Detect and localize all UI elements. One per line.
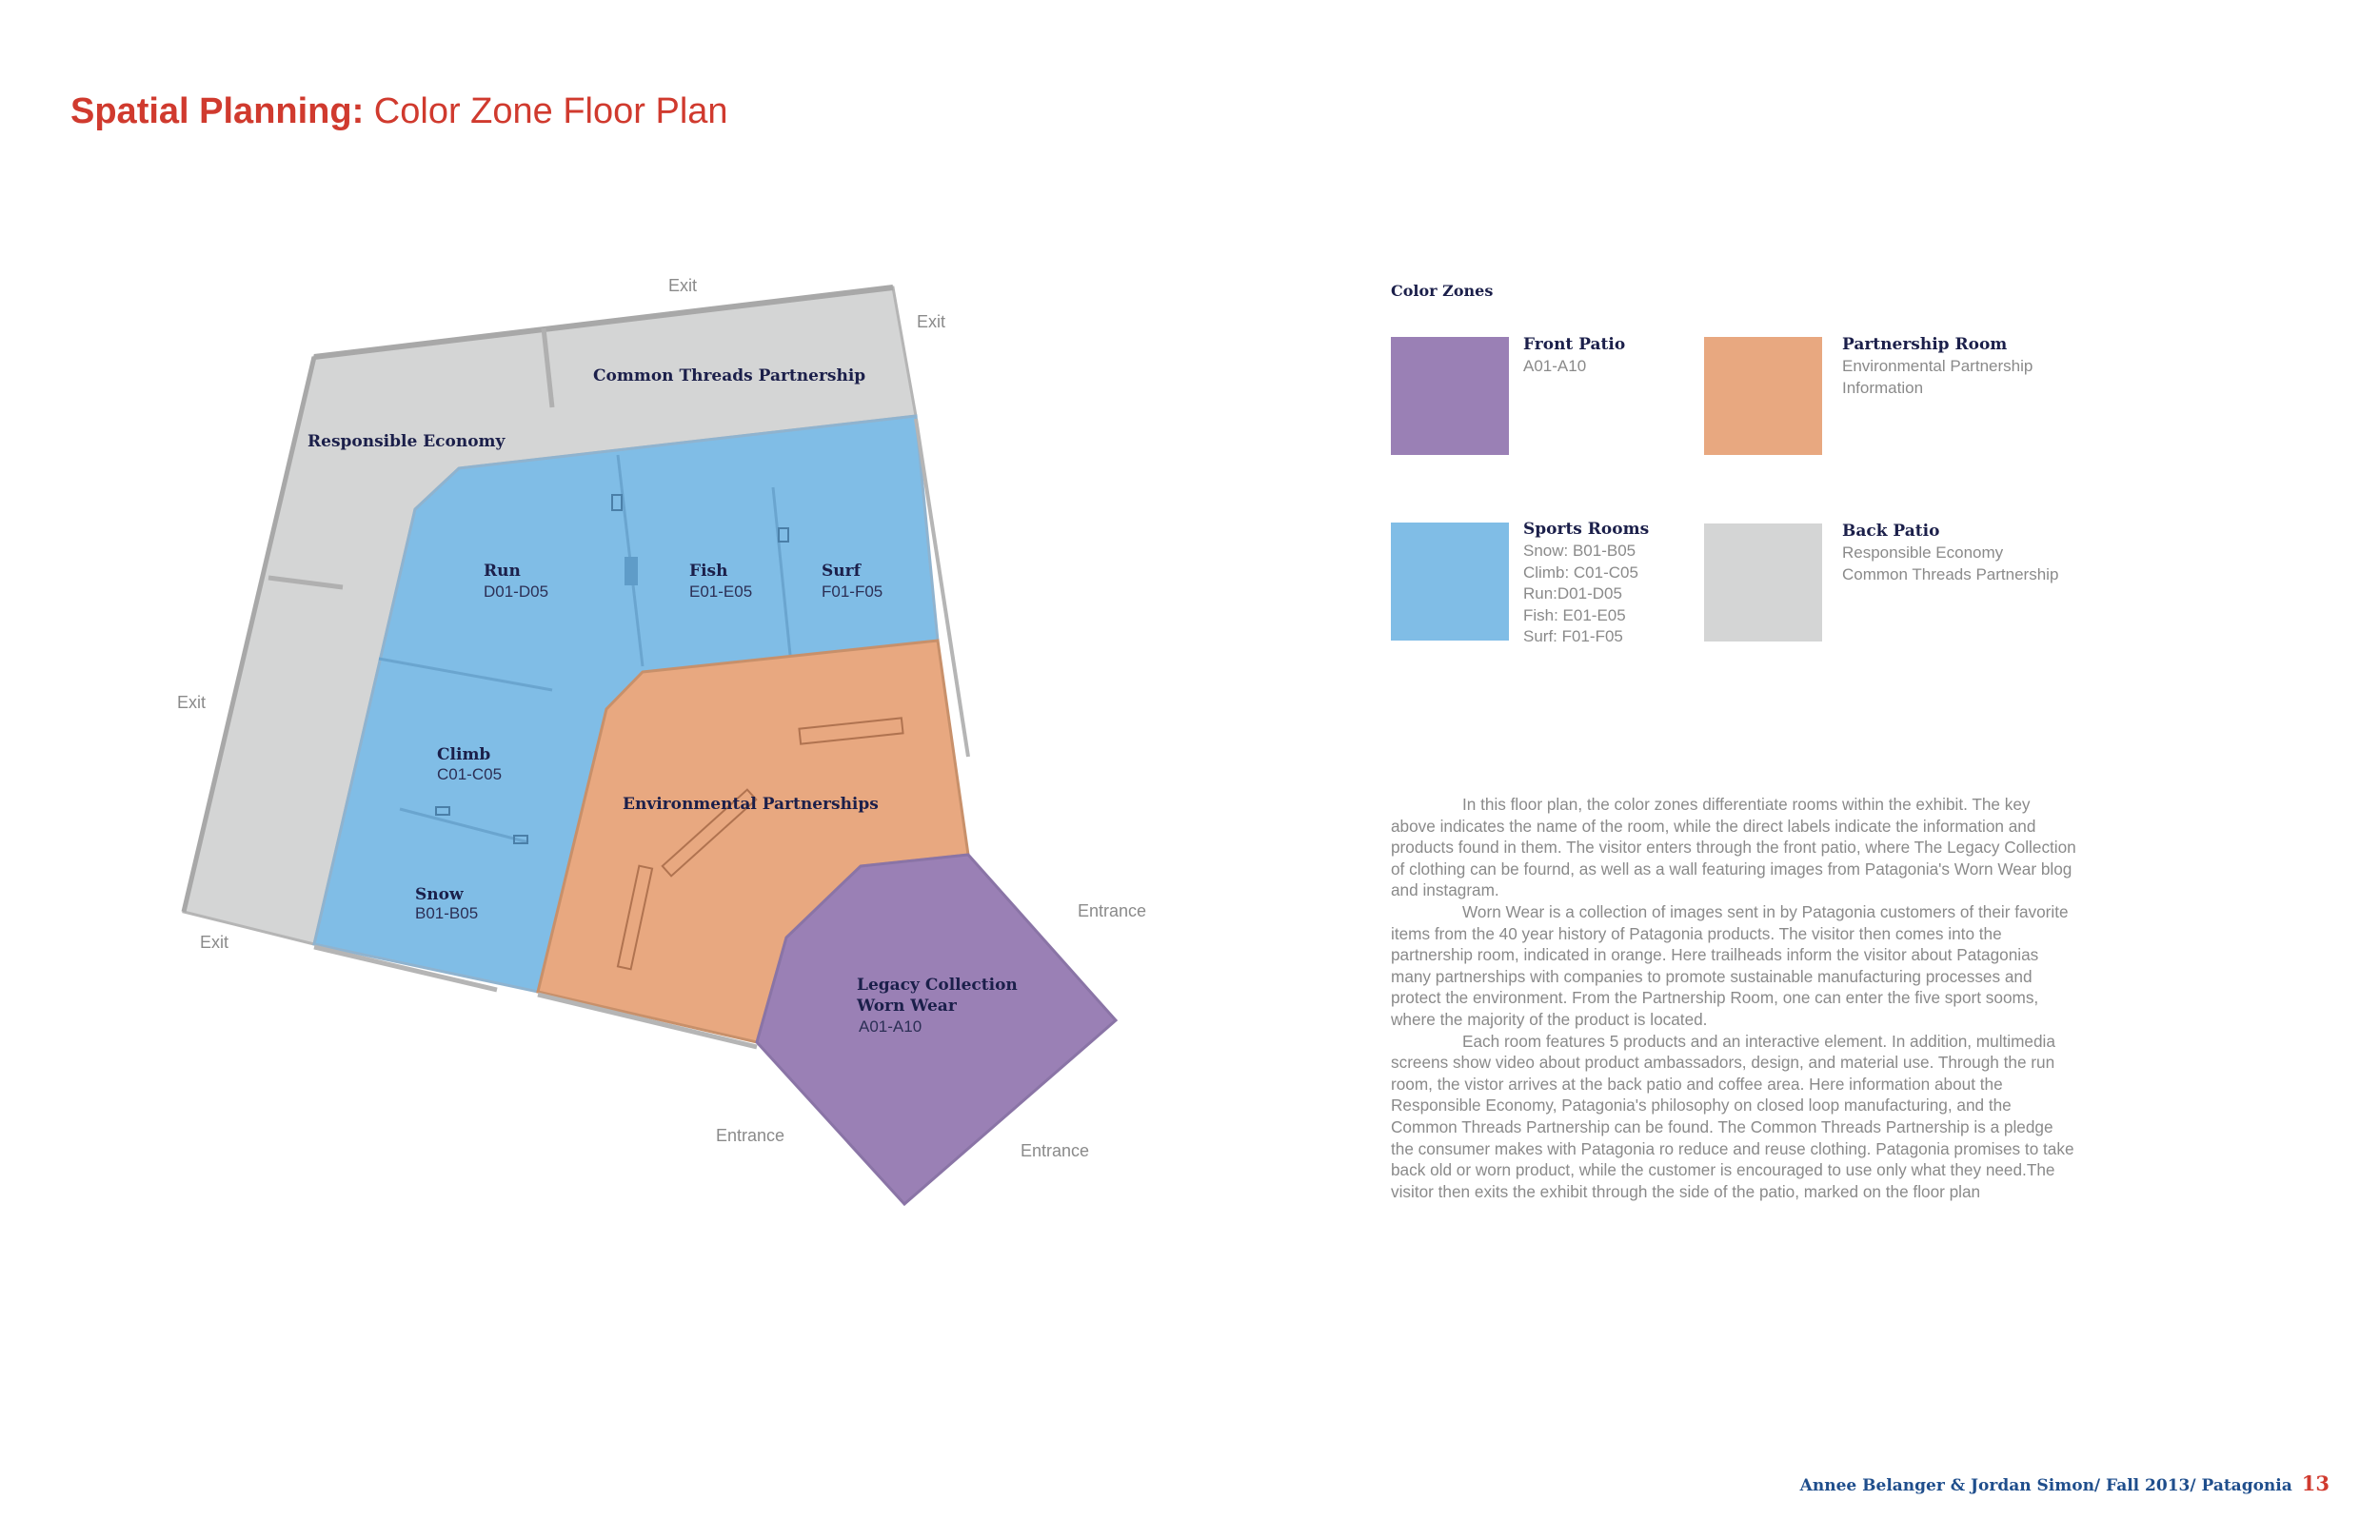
footer-credit: Annee Belanger & Jordan Simon/ Fall 2013/ Patagonia bbox=[1799, 1476, 2292, 1495]
legend-partnership-room-title: Partnership Room bbox=[1842, 335, 2008, 354]
legend-front-patio-title: Front Patio bbox=[1523, 335, 1626, 354]
label-fish: Fish bbox=[689, 562, 728, 581]
legend-heading: Color Zones bbox=[1391, 282, 1494, 300]
label-surf: Surf bbox=[822, 562, 861, 581]
label-snow: Snow bbox=[415, 885, 464, 904]
legend-line: Snow: B01-B05 bbox=[1523, 542, 1636, 560]
swatch-partnership-room bbox=[1704, 337, 1822, 455]
floor-plan bbox=[0, 0, 1190, 1237]
body-paragraph-1: In this floor plan, the color zones differentiate rooms within the exhibit. The key above indicates the name of the room, while the direct labels indicate the information and products found in them. The visitor enters through the front patio, where The Legacy Collection of clothing can be fournd, as well as a wall featuring images from Patagonia's Worn Wear blog and instagram. bbox=[1391, 795, 2076, 900]
body-paragraph-3: Each room features 5 products and an interactive element. In addition, multimedia screens show video about product ambassadors, design, and material use. Through the run room, the vistor arrives at the back patio and coffee area. Here information about the Responsible Economy, Patagonia's philosophy on closed loop manufacturing, and the Common Threads Partnership can be found. The Common Threads Partnership is a pledge the consumer makes with Patagonia ro reduce and reuse clothing. Patagonia promises to take back old or worn product, while the customer is encouraged to use only what they need.The visitor then exits the exhibit through the side of the patio, marked on the floor plan bbox=[1391, 1031, 2074, 1201]
legend-line: A01-A10 bbox=[1523, 357, 1587, 375]
exit-label-top-right: Exit bbox=[917, 312, 946, 331]
code-fish: E01-E05 bbox=[689, 582, 753, 601]
code-climb: C01-C05 bbox=[437, 765, 503, 783]
code-snow: B01-B05 bbox=[415, 904, 479, 922]
label-legacy-line2: Worn Wear bbox=[857, 997, 957, 1016]
page-number: 13 bbox=[2301, 1471, 2330, 1495]
entrance-label-bottom-right: Entrance bbox=[1021, 1141, 1090, 1160]
swatch-sports-rooms bbox=[1391, 523, 1509, 641]
legend-line: Fish: E01-E05 bbox=[1523, 605, 1626, 624]
code-run: D01-D05 bbox=[484, 582, 549, 601]
legend-front-patio-text bbox=[1523, 356, 1586, 378]
label-responsible-economy: Responsible Economy bbox=[307, 432, 506, 451]
exit-label-left: Exit bbox=[177, 693, 207, 712]
body-paragraph-2: Worn Wear is a collection of images sent in by Patagonia customers of their favorite items from the 40 year history of Patagonia products. The visitor then comes into the partnership room, indicated in orange. Here trailheads inform the visitor about Patagonias many partnerships with companies to promote sustainable manufacturing processes and protect the environment. From the Partnership Room, one can enter the five sport sooms, where the majority of the product is located. bbox=[1391, 901, 2069, 1029]
label-run: Run bbox=[484, 562, 521, 581]
entrance-label-bottom-mid: Entrance bbox=[716, 1126, 785, 1145]
legend-partnership-room-text bbox=[1842, 356, 2033, 399]
code-legacy: A01-A10 bbox=[859, 1017, 922, 1036]
body-text bbox=[1391, 794, 2076, 1202]
legend-sports-rooms-text bbox=[1523, 541, 1638, 648]
display-fixture bbox=[625, 557, 638, 585]
legend-line: Environmental Partnership bbox=[1842, 357, 2033, 375]
legend-line: Surf: F01-F05 bbox=[1523, 627, 1623, 645]
swatch-back-patio bbox=[1704, 523, 1822, 642]
entrance-label-right: Entrance bbox=[1078, 901, 1147, 920]
legend-back-patio-title: Back Patio bbox=[1842, 522, 1940, 541]
label-legacy-line1: Legacy Collection bbox=[857, 976, 1018, 995]
label-environmental: Environmental Partnerships bbox=[623, 795, 879, 814]
page-title-bold: Spatial Planning: bbox=[70, 91, 365, 131]
legend-back-patio-text bbox=[1842, 543, 2058, 585]
exit-label-top: Exit bbox=[668, 276, 698, 295]
legend-line: Run:D01-D05 bbox=[1523, 584, 1622, 602]
footer bbox=[1800, 1471, 2330, 1495]
legend-line: Common Threads Partnership bbox=[1842, 564, 2059, 583]
label-climb: Climb bbox=[437, 745, 491, 764]
label-common-threads: Common Threads Partnership bbox=[593, 366, 866, 385]
legend-line: Information bbox=[1842, 378, 1924, 397]
legend-line: Responsible Economy bbox=[1842, 543, 2004, 562]
code-surf: F01-F05 bbox=[822, 582, 883, 601]
legend-line: Climb: C01-C05 bbox=[1523, 563, 1638, 582]
page-title-rest: Color Zone Floor Plan bbox=[364, 91, 728, 131]
exit-label-bottom-left: Exit bbox=[200, 933, 229, 952]
swatch-front-patio bbox=[1391, 337, 1509, 455]
legend-sports-rooms-title: Sports Rooms bbox=[1523, 520, 1650, 539]
